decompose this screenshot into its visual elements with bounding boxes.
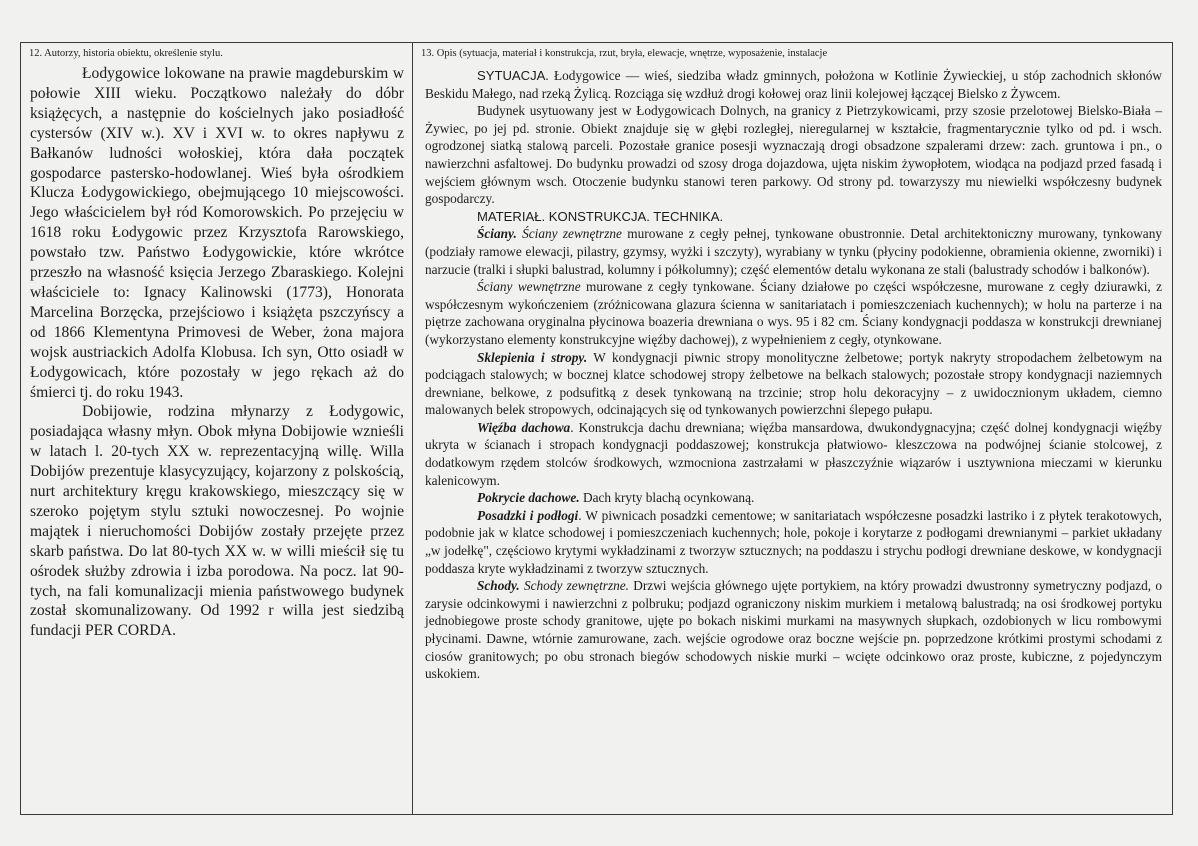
pokrycie-paragraph — [425, 489, 1162, 507]
left-column — [21, 43, 412, 814]
posadzki-paragraph — [425, 507, 1162, 577]
sytuacja-text: . Łodygowice — wieś, siedziba władz gminnych, położona w Kotlinie Żywieckiej, u stóp zachodnich skłonów Beskidu Małego, nad rzeką Żylicą. Rozciąga się wzdłuż drogi kołowej oraz linii kolejowej łączącej Bielsko z Żywcem. — [425, 68, 1162, 101]
section-heading-sytuacja: SYTUACJA — [477, 68, 546, 83]
sciany-wewnetrzne-text: murowane z cegły tynkowane. Ściany działowe po części współczesne, murowane z cegły dziurawki, z współczesnym wykończeniem (zróżnicowana glazura ścienna w sanitariatach i pomieszczeniach kuchennych); w holu na parterze i na piętrze zachowana oryginalna płycinowa boazeria drewniana o wys. 95 i 82 cm. Ściany kondygnacji poddasza w konstrukcji drewnianej (wykorzystano elementy konstrukcyjne więźby dachowej), z wypełnieniem z cegły, otynkowane. — [425, 279, 1162, 347]
schody-zewnetrzne-label: Schody zewnętrzne. — [523, 578, 630, 594]
sciany-wewnetrzne-label: Ściany wewnętrzne — [477, 279, 581, 295]
posadzki-text: . W piwnicach posadzki cementowe; w sanitariatach współczesne posadzki lastriko i z płytek terakotowych, podobnie jak w klatce schodowej i pomieszczeniach kuchennych; hole, pokoje i korytarze z podłogami drewnianymi – parkiet układany „w jodełkę", częściowo krytymi wykładzinami z tworzyw sztucznych; na poddaszu i strychu podłogi drewniane deskowe, w kondygnacji poddasza kryte wykładzinami z tworzyw sztucznych. — [425, 507, 1163, 576]
section-heading-material: MATERIAŁ. KONSTRUKCJA. TECHNIKA. — [477, 208, 724, 224]
sciany-paragraph — [425, 225, 1162, 278]
description-text — [413, 60, 1172, 683]
schody-label: Schody. — [477, 578, 520, 594]
material-heading-line — [425, 208, 1162, 226]
budynek-paragraph: Budynek usytuowany jest w Łodygowicach Dolnych, na granicy z Pietrzykowicami, przy szosie przelotowej Bielsko-Biała – Żywiec, po jej pd. stronie. Obiekt znajduje się w głębi rozległej, nieregularnej w kształcie, fragmentarycznie tylko od pd. i wsch. ogrodzonej siatką stalową parceli. Pozostałe granice posesji wyznaczają drogi obsadzone szpalerami drzew: zach. gruntowa i pn., o nawierzchni asfaltowej. Do budynku prowadzi od szosy droga dojazdowa, ujęta niskim żywopłotem, wiodąca na podjazd przed fasadą i wejściem głównym wsch. Otoczenie budynku stanowi teren parkowy. Od strony pd. towarzyszy mu niewielki współczesny budynek gospodarczy. — [425, 103, 1162, 207]
sytuacja-paragraph — [425, 67, 1162, 102]
posadzki-label: Posadzki i podłogi — [477, 507, 579, 523]
sklepienia-text: W kondygnacji piwnic stropy monolityczne żelbetowe; portyk nakryty stropodachem żelbetowym na podciągach stalowych; w bocznej klatce schodowej stropy żelbetowe na belkach stalowych; pozostałe stropy kondygnacji naziemnych drewniane, belkowe, z podsufitką z desek tynkowaną na trzcinie; strop holu dekoracyjny – z uwidocznionym układem, ciemno malowanych belek stropowych, odcinających się od tynkowanych powierzchni ślepego pułapu. — [425, 349, 1162, 418]
sciany-label: Ściany. — [477, 226, 517, 242]
right-column — [413, 43, 1172, 814]
document-sheet — [20, 42, 1173, 815]
history-paragraph: Dobijowie, rodzina młynarzy z Łodygowic, posiadająca własny młyn. Obok młyna Dobijowie wznieśli w latach l. 20-tych XX w. reprezentacyjną willę. Willa Dobijów prezentuje klasycyzujący, kojarzony z polskością, nurt architektury kręgu krakowskiego, mieszczący się w szeroko pojętym stylu sztuki nowoczesnej. Po wojnie majątek i nieruchomości Dobijów zostały przejęte przez skarb państwa. Do lat 80-tych XX w. w willi mieścił się tu ośrodek służby zdrowia i izba porodowa. Na pocz. lat 90-tych, na fali komunalizacji mienia państwowego budynek został skomunalizowany. Od 1992 r willa jest siedzibą fundacji PER CORDA. — [30, 403, 404, 640]
left-column-header: 12. Autorzy, historia obiektu, określenie stylu. — [29, 48, 223, 59]
right-column-header: 13. Opis (sytuacja, materiał i konstrukcja, rzut, bryła, elewacje, wnętrze, wyposażenie, instalacje — [421, 48, 828, 59]
sciany-zewnetrzne-label: Ściany zewnętrzne — [522, 226, 622, 242]
history-text — [21, 60, 412, 641]
sciany-text: murowane z cegły pełnej, tynkowane obustronnie. Detal architektoniczny murowany, tynkowany (podziały ramowe elewacji, pilastry, gzymsy, wyżki i szczyty), wyrabiany w tynku (płyciny podokienne, obramienia okienne, zworniki) i narzucie (tralki i słupki balustrad, kolumny i półkolumny); część elementów detalu wykonana ze stali (balustrady schodów i balkonów). — [425, 226, 1163, 277]
pokrycie-label: Pokrycie dachowe. — [477, 490, 580, 506]
sklepienia-paragraph — [425, 349, 1162, 419]
sciany-wewnetrzne-paragraph — [425, 278, 1162, 348]
schody-paragraph — [425, 577, 1162, 683]
wiezba-label: Więźba dachowa — [477, 419, 571, 435]
wiezba-text: . Konstrukcja dachu drewniana; więźba mansardowa, dwukondygnacyjna; część dolnej kondygnacji więźby ukryta w ścianach i stropach kondygnacji poddaszowej; konstrukcja płatwiowo- kleszczowa na podwójnej ścianie stolcowej, z dodatkowym rzędem stolców środkowych, wzmocniona zastrzałami w płaszczyźnie wiązarów i usztywniona mieczami w kierunku kalenicowym. — [425, 419, 1163, 488]
history-paragraph: Łodygowice lokowane na prawie magdeburskim w połowie XIII wieku. Początkowo należały do dóbr książęcych, a następnie do kościelnych jako posiadłość cystersów (XIV w.). XV i XVI w. to okres napływu z Bałkanów ludności wołoskiej, która dała początek gospodarce pastersko-hodowlanej. Wieś była ośrodkiem Klucza Łodygowickiego, obejmującego 10 miejscowości. Jego właścicielem był ród Komorowskich. Po przejęciu w 1618 roku Łodygowic przez Krzysztofa Rarowskiego, powstało tzw. Państwo Łodygowickie, które wkrótce przeszło na własność księcia Jerzego Zbaraskiego. Kolejni właściciele to: Ignacy Kalinowski (1773), Honorata Marcelina Borzęcka, przejściowo i książęta pszczyńscy a od 1866 Klementyna Primovesi de Weber, żona majora wojsk austriackich Adolfa Klobusa. Ich syn, Otto osiadł w Łodygowicach, które pozostały w jego rękach aż do śmierci tj. do roku 1943. — [30, 65, 404, 401]
wiezba-paragraph — [425, 419, 1162, 489]
schody-text: Drzwi wejścia głównego ujęte portykiem, na który prowadzi dwustronny symetryczny podjazd, o zarysie odcinkowymi i nawierzchni z polbruku; podjazd ograniczony niskim murkiem i metalową balustradą; na osi środkowej portyku jednobiegowe proste schody granitowe, ujęte po bokach niskimi murkami na masywnych słupkach, ozdobionych w licu rombowymi płycinami. Dawne, wtórnie zamurowane, zach. wejście ogrodowe oraz boczne wejście pn. poprzedzone krótkimi prostymi schodami z ciosów granitowych; po obu stronach biegów schodowych niskie murki – wcięte odcinkowo oraz proste, kubiczne, z pojedynczym uskokiem. — [425, 578, 1163, 682]
pokrycie-text: Dach kryty blachą ocynkowaną. — [579, 490, 755, 506]
sklepienia-label: Sklepienia i stropy. — [477, 349, 588, 365]
